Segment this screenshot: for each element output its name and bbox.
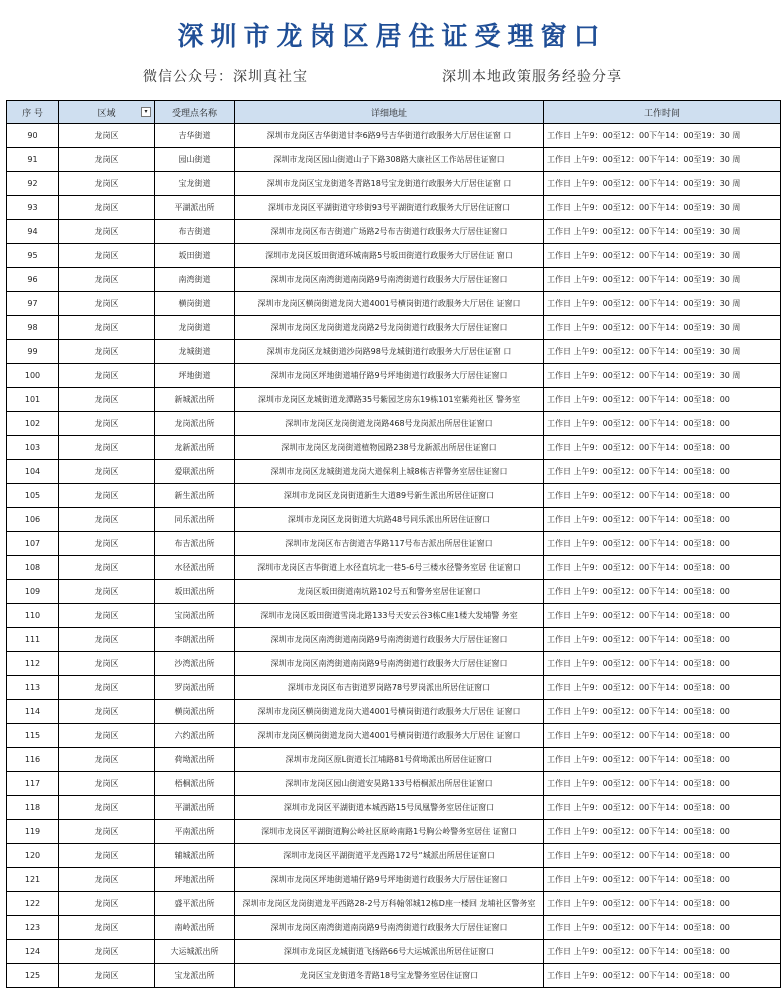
page-title: 深圳市龙岗区居住证受理窗口 xyxy=(177,22,607,52)
cell-hours: 工作日 上午9：00至12：00下午14：00至19：30 周 xyxy=(544,316,781,340)
cell-name: 坂田派出所 xyxy=(155,580,235,604)
cell-hours: 工作日 上午9：00至12：00下午14：00至18：00 xyxy=(544,772,781,796)
cell-address: 深圳市龙岗区吉华街道甘李6路9号吉华街道行政服务大厅居住证窗 口 xyxy=(235,124,544,148)
cell-no: 121 xyxy=(7,868,59,892)
cell-name: 南岭派出所 xyxy=(155,916,235,940)
cell-address: 龙岗区宝龙街道冬青路18号宝龙警务室居住证窗口 xyxy=(235,964,544,988)
cell-name: 横岗街道 xyxy=(155,292,235,316)
cell-no: 113 xyxy=(7,676,59,700)
cell-no: 100 xyxy=(7,364,59,388)
cell-name: 沙湾派出所 xyxy=(155,652,235,676)
cell-area: 龙岗区 xyxy=(59,580,155,604)
cell-name: 爱联派出所 xyxy=(155,460,235,484)
cell-hours: 工作日 上午9：00至12：00下午14：00至18：00 xyxy=(544,412,781,436)
cell-no: 90 xyxy=(7,124,59,148)
cell-area: 龙岗区 xyxy=(59,628,155,652)
cell-area: 龙岗区 xyxy=(59,244,155,268)
cell-hours: 工作日 上午9：00至12：00下午14：00至19：30 周 xyxy=(544,364,781,388)
subtitle-wechat: 微信公众号：深圳真社宝 xyxy=(143,69,308,85)
cell-address: 深圳市龙岗区园山街道安昊路133号梧桐派出所居住证窗口 xyxy=(235,772,544,796)
table-row xyxy=(7,292,781,316)
table-row xyxy=(7,964,781,988)
cell-address: 深圳市龙岗区龙城街道龙岗大道保利上城8栋吉祥警务室居住证窗口 xyxy=(235,460,544,484)
col-header-hours: 工作时间 xyxy=(544,101,781,124)
cell-hours: 工作日 上午9：00至12：00下午14：00至18：00 xyxy=(544,604,781,628)
cell-area: 龙岗区 xyxy=(59,652,155,676)
cell-area: 龙岗区 xyxy=(59,604,155,628)
cell-name: 坪地派出所 xyxy=(155,868,235,892)
cell-address: 深圳市龙岗区龙岗街道大坑路48号同乐派出所居住证窗口 xyxy=(235,508,544,532)
cell-name: 宝龙派出所 xyxy=(155,964,235,988)
table-row xyxy=(7,844,781,868)
cell-name: 坂田街道 xyxy=(155,244,235,268)
table-row xyxy=(7,388,781,412)
cell-address: 深圳市龙岗区平湖街道平龙西路172号“城派出所居住证窗口 xyxy=(235,844,544,868)
cell-address: 深圳市龙岗区南湾街道南岗路9号南湾街道行政服务大厅居住证窗口 xyxy=(235,268,544,292)
cell-hours: 工作日 上午9：00至12：00下午14：00至19：30 周 xyxy=(544,220,781,244)
cell-area: 龙岗区 xyxy=(59,148,155,172)
table-row xyxy=(7,580,781,604)
cell-name: 水径派出所 xyxy=(155,556,235,580)
cell-no: 112 xyxy=(7,652,59,676)
table-body xyxy=(7,124,781,988)
cell-address: 深圳市龙岗区龙城街道飞扬路66号大运城派出所居住证窗口 xyxy=(235,940,544,964)
cell-name: 平南派出所 xyxy=(155,820,235,844)
cell-area: 龙岗区 xyxy=(59,916,155,940)
table-row xyxy=(7,532,781,556)
cell-area: 龙岗区 xyxy=(59,436,155,460)
cell-name: 布吉街道 xyxy=(155,220,235,244)
cell-name: 同乐派出所 xyxy=(155,508,235,532)
cell-name: 新城派出所 xyxy=(155,388,235,412)
cell-name: 盛平派出所 xyxy=(155,892,235,916)
cell-address: 深圳市龙岗区原L街道长江埔路81号荷坳派出所居住证窗口 xyxy=(235,748,544,772)
cell-name: 罗岗派出所 xyxy=(155,676,235,700)
cell-hours: 工作日 上午9：00至12：00下午14：00至19：30 周 xyxy=(544,292,781,316)
cell-no: 116 xyxy=(7,748,59,772)
cell-area: 龙岗区 xyxy=(59,940,155,964)
cell-name: 龙城街道 xyxy=(155,340,235,364)
cell-address: 深圳市龙岗区南湾街道南岗路9号南湾街道行政服务大厅居住证窗口 xyxy=(235,628,544,652)
cell-hours: 工作日 上午9：00至12：00下午14：00至18：00 xyxy=(544,508,781,532)
cell-no: 105 xyxy=(7,484,59,508)
cell-hours: 工作日 上午9：00至12：00下午14：00至18：00 xyxy=(544,628,781,652)
cell-name: 辅城派出所 xyxy=(155,844,235,868)
cell-no: 97 xyxy=(7,292,59,316)
cell-no: 123 xyxy=(7,916,59,940)
cell-name: 荷坳派出所 xyxy=(155,748,235,772)
table-row xyxy=(7,196,781,220)
cell-no: 107 xyxy=(7,532,59,556)
cell-hours: 工作日 上午9：00至12：00下午14：00至19：30 周 xyxy=(544,172,781,196)
cell-address: 深圳市龙岗区园山街道山子下路308路大康社区工作站居住证窗口 xyxy=(235,148,544,172)
cell-hours: 工作日 上午9：00至12：00下午14：00至18：00 xyxy=(544,892,781,916)
cell-no: 118 xyxy=(7,796,59,820)
cell-area: 龙岗区 xyxy=(59,388,155,412)
col-header-area[interactable] xyxy=(59,101,155,124)
cell-no: 124 xyxy=(7,940,59,964)
table-row xyxy=(7,412,781,436)
cell-hours: 工作日 上午9：00至12：00下午14：00至18：00 xyxy=(544,820,781,844)
cell-hours: 工作日 上午9：00至12：00下午14：00至18：00 xyxy=(544,868,781,892)
cell-area: 龙岗区 xyxy=(59,412,155,436)
cell-hours: 工作日 上午9：00至12：00下午14：00至19：30 周 xyxy=(544,124,781,148)
cell-hours: 工作日 上午9：00至12：00下午14：00至18：00 xyxy=(544,556,781,580)
cell-name: 平湖派出所 xyxy=(155,196,235,220)
cell-name: 宝岗派出所 xyxy=(155,604,235,628)
cell-area: 龙岗区 xyxy=(59,676,155,700)
table-row xyxy=(7,628,781,652)
col-header-name: 受理点名称 xyxy=(155,101,235,124)
table-row xyxy=(7,700,781,724)
table-row xyxy=(7,868,781,892)
table-row xyxy=(7,460,781,484)
cell-name: 布吉派出所 xyxy=(155,532,235,556)
table-row xyxy=(7,772,781,796)
cell-address: 深圳市龙岗区布吉街道吉华路117号布吉派出所居住证窗口 xyxy=(235,532,544,556)
cell-area: 龙岗区 xyxy=(59,340,155,364)
cell-no: 114 xyxy=(7,700,59,724)
cell-hours: 工作日 上午9：00至12：00下午14：00至18：00 xyxy=(544,436,781,460)
cell-no: 94 xyxy=(7,220,59,244)
cell-hours: 工作日 上午9：00至12：00下午14：00至18：00 xyxy=(544,796,781,820)
cell-name: 新生派出所 xyxy=(155,484,235,508)
table-row xyxy=(7,892,781,916)
cell-no: 95 xyxy=(7,244,59,268)
table-row xyxy=(7,820,781,844)
cell-hours: 工作日 上午9：00至12：00下午14：00至18：00 xyxy=(544,532,781,556)
col-header-area-label: 区域 xyxy=(97,108,116,119)
table-row xyxy=(7,508,781,532)
table-row xyxy=(7,940,781,964)
cell-address: 深圳市龙岗区龙岗街道龙平西路28-2号万科翰邻城12栋D座一楼回 龙埔社区警务室 xyxy=(235,892,544,916)
cell-address: 深圳市龙岗区坂田街道雪岗北路133号天安云谷3栋C座1楼大发埔警 务室 xyxy=(235,604,544,628)
cell-address: 深圳市龙岗区平湖街道守珍街93号平湖街道行政服务大厅居住证窗口 xyxy=(235,196,544,220)
cell-name: 六约派出所 xyxy=(155,724,235,748)
cell-no: 103 xyxy=(7,436,59,460)
cell-hours: 工作日 上午9：00至12：00下午14：00至18：00 xyxy=(544,724,781,748)
cell-area: 龙岗区 xyxy=(59,196,155,220)
table-row xyxy=(7,748,781,772)
table-row xyxy=(7,796,781,820)
cell-area: 龙岗区 xyxy=(59,172,155,196)
cell-no: 106 xyxy=(7,508,59,532)
cell-address: 深圳市龙岗区坪地街道埔仔路9号坪地街道行政服务大厅居住证窗口 xyxy=(235,364,544,388)
cell-no: 91 xyxy=(7,148,59,172)
cell-hours: 工作日 上午9：00至12：00下午14：00至19：30 周 xyxy=(544,268,781,292)
cell-no: 120 xyxy=(7,844,59,868)
table-row xyxy=(7,172,781,196)
cell-area: 龙岗区 xyxy=(59,292,155,316)
cell-name: 龙新派出所 xyxy=(155,436,235,460)
cell-address: 深圳市龙岗区吉华街道上水径直坑北一巷5-6号三楼水径警务室居 住证窗口 xyxy=(235,556,544,580)
cell-name: 横岗派出所 xyxy=(155,700,235,724)
cell-area: 龙岗区 xyxy=(59,220,155,244)
cell-name: 宝龙街道 xyxy=(155,172,235,196)
cell-address: 深圳市龙岗区横岗街道龙岗大道4001号横岗街道行政服务大厅居住 证窗口 xyxy=(235,700,544,724)
cell-hours: 工作日 上午9：00至12：00下午14：00至18：00 xyxy=(544,964,781,988)
cell-name: 平湖派出所 xyxy=(155,796,235,820)
cell-area: 龙岗区 xyxy=(59,532,155,556)
cell-area: 龙岗区 xyxy=(59,772,155,796)
cell-address: 深圳市龙岗区宝龙街道冬青路18号宝龙街道行政服务大厅居住证窗 口 xyxy=(235,172,544,196)
table-row xyxy=(7,316,781,340)
cell-area: 龙岗区 xyxy=(59,316,155,340)
cell-no: 119 xyxy=(7,820,59,844)
cell-address: 深圳市龙岗区南湾街道南岗路9号南湾街道行政服务大厅居住证窗口 xyxy=(235,916,544,940)
table-row xyxy=(7,652,781,676)
cell-name: 大运城派出所 xyxy=(155,940,235,964)
cell-no: 117 xyxy=(7,772,59,796)
col-header-address: 详细地址 xyxy=(235,101,544,124)
cell-hours: 工作日 上午9：00至12：00下午14：00至19：30 周 xyxy=(544,196,781,220)
table-row xyxy=(7,124,781,148)
cell-no: 99 xyxy=(7,340,59,364)
cell-hours: 工作日 上午9：00至12：00下午14：00至18：00 xyxy=(544,388,781,412)
table-row xyxy=(7,220,781,244)
cell-address: 深圳市龙岗区南湾街道南岗路9号南湾街道行政服务大厅居住证窗口 xyxy=(235,652,544,676)
cell-no: 102 xyxy=(7,412,59,436)
cell-address: 深圳市龙岗区龙城街道沙岗路98号龙城街道行政服务大厅居住证窗 口 xyxy=(235,340,544,364)
cell-name: 龙岗街道 xyxy=(155,316,235,340)
cell-hours: 工作日 上午9：00至12：00下午14：00至18：00 xyxy=(544,460,781,484)
cell-area: 龙岗区 xyxy=(59,892,155,916)
table-row xyxy=(7,916,781,940)
cell-no: 92 xyxy=(7,172,59,196)
cell-name: 梧桐派出所 xyxy=(155,772,235,796)
cell-hours: 工作日 上午9：00至12：00下午14：00至19：30 周 xyxy=(544,340,781,364)
cell-area: 龙岗区 xyxy=(59,748,155,772)
cell-address: 深圳市龙岗区横岗街道龙岗大道4001号横岗街道行政服务大厅居住 证窗口 xyxy=(235,292,544,316)
cell-area: 龙岗区 xyxy=(59,724,155,748)
cell-hours: 工作日 上午9：00至12：00下午14：00至19：30 周 xyxy=(544,148,781,172)
table-row xyxy=(7,148,781,172)
cell-area: 龙岗区 xyxy=(59,796,155,820)
cell-name: 园山街道 xyxy=(155,148,235,172)
cell-address: 深圳市龙岗区坂田街道环城南路5号坂田街道行政服务大厅居住证 窗口 xyxy=(235,244,544,268)
table-header-row xyxy=(7,101,781,124)
table-row xyxy=(7,436,781,460)
cell-address: 深圳市龙岗区坪地街道埔仔路9号坪地街道行政服务大厅居住证窗口 xyxy=(235,868,544,892)
cell-area: 龙岗区 xyxy=(59,868,155,892)
cell-area: 龙岗区 xyxy=(59,700,155,724)
cell-no: 108 xyxy=(7,556,59,580)
table-row xyxy=(7,364,781,388)
cell-area: 龙岗区 xyxy=(59,460,155,484)
cell-name: 李朗派出所 xyxy=(155,628,235,652)
cell-name: 南湾街道 xyxy=(155,268,235,292)
cell-address: 深圳市龙岗区龙岗街道龙岗路2号龙岗街道行政服务大厅居住证窗口 xyxy=(235,316,544,340)
cell-area: 龙岗区 xyxy=(59,484,155,508)
cell-area: 龙岗区 xyxy=(59,508,155,532)
cell-name: 吉华街道 xyxy=(155,124,235,148)
table-row xyxy=(7,556,781,580)
cell-address: 深圳市龙岗区龙岗街道植物园路238号龙新派出所居住证窗口 xyxy=(235,436,544,460)
subtitle-slogan: 深圳本地政策服务经验分享 xyxy=(442,69,622,85)
cell-no: 111 xyxy=(7,628,59,652)
cell-no: 93 xyxy=(7,196,59,220)
cell-hours: 工作日 上午9：00至12：00下午14：00至18：00 xyxy=(544,700,781,724)
cell-address: 深圳市龙岗区龙城街道龙潭路35号紫园芝房东19栋101室紫苑社区 警务室 xyxy=(235,388,544,412)
cell-address: 深圳市龙岗区横岗街道龙岗大道4001号横岗街道行政服务大厅居住 证窗口 xyxy=(235,724,544,748)
table-row xyxy=(7,724,781,748)
cell-address: 深圳市龙岗区龙岗街道龙岗路468号龙岗派出所居住证窗口 xyxy=(235,412,544,436)
office-table xyxy=(6,100,781,988)
table-row xyxy=(7,484,781,508)
table-row xyxy=(7,604,781,628)
cell-hours: 工作日 上午9：00至12：00下午14：00至18：00 xyxy=(544,676,781,700)
cell-address: 深圳市龙岗区布吉街道罗岗路78号罗岗派出所居住证窗口 xyxy=(235,676,544,700)
filter-dropdown-icon[interactable]: ▾ xyxy=(141,107,151,117)
cell-area: 龙岗区 xyxy=(59,964,155,988)
table-row xyxy=(7,340,781,364)
cell-hours: 工作日 上午9：00至12：00下午14：00至18：00 xyxy=(544,748,781,772)
cell-address: 龙岗区坂田街道南坑路102号五和警务室居住证窗口 xyxy=(235,580,544,604)
cell-no: 96 xyxy=(7,268,59,292)
cell-area: 龙岗区 xyxy=(59,268,155,292)
cell-no: 125 xyxy=(7,964,59,988)
cell-name: 坪地街道 xyxy=(155,364,235,388)
cell-area: 龙岗区 xyxy=(59,820,155,844)
col-header-no: 序 号 xyxy=(7,101,59,124)
cell-hours: 工作日 上午9：00至12：00下午14：00至18：00 xyxy=(544,844,781,868)
cell-no: 115 xyxy=(7,724,59,748)
cell-no: 109 xyxy=(7,580,59,604)
cell-area: 龙岗区 xyxy=(59,844,155,868)
cell-area: 龙岗区 xyxy=(59,364,155,388)
cell-no: 122 xyxy=(7,892,59,916)
cell-no: 98 xyxy=(7,316,59,340)
cell-hours: 工作日 上午9：00至12：00下午14：00至18：00 xyxy=(544,916,781,940)
cell-area: 龙岗区 xyxy=(59,124,155,148)
cell-hours: 工作日 上午9：00至12：00下午14：00至18：00 xyxy=(544,484,781,508)
cell-address: 深圳市龙岗区龙岗街道新生大道89号新生派出所居住证窗口 xyxy=(235,484,544,508)
table-row xyxy=(7,244,781,268)
cell-address: 深圳市龙岗区平湖街道胸公岭社区原岭南路1号胸公岭警务室居住 证窗口 xyxy=(235,820,544,844)
cell-hours: 工作日 上午9：00至12：00下午14：00至18：00 xyxy=(544,940,781,964)
table-row xyxy=(7,676,781,700)
cell-no: 101 xyxy=(7,388,59,412)
table-row xyxy=(7,268,781,292)
cell-name: 龙岗派出所 xyxy=(155,412,235,436)
cell-no: 110 xyxy=(7,604,59,628)
cell-no: 104 xyxy=(7,460,59,484)
cell-address: 深圳市龙岗区平湖街道本城西路15号凤凰警务室居住证窗口 xyxy=(235,796,544,820)
cell-address: 深圳市龙岗区布吉街道广场路2号布吉街道行政服务大厅居住证窗口 xyxy=(235,220,544,244)
cell-hours: 工作日 上午9：00至12：00下午14：00至18：00 xyxy=(544,580,781,604)
cell-hours: 工作日 上午9：00至12：00下午14：00至18：00 xyxy=(544,652,781,676)
cell-hours: 工作日 上午9：00至12：00下午14：00至19：30 周 xyxy=(544,244,781,268)
cell-area: 龙岗区 xyxy=(59,556,155,580)
